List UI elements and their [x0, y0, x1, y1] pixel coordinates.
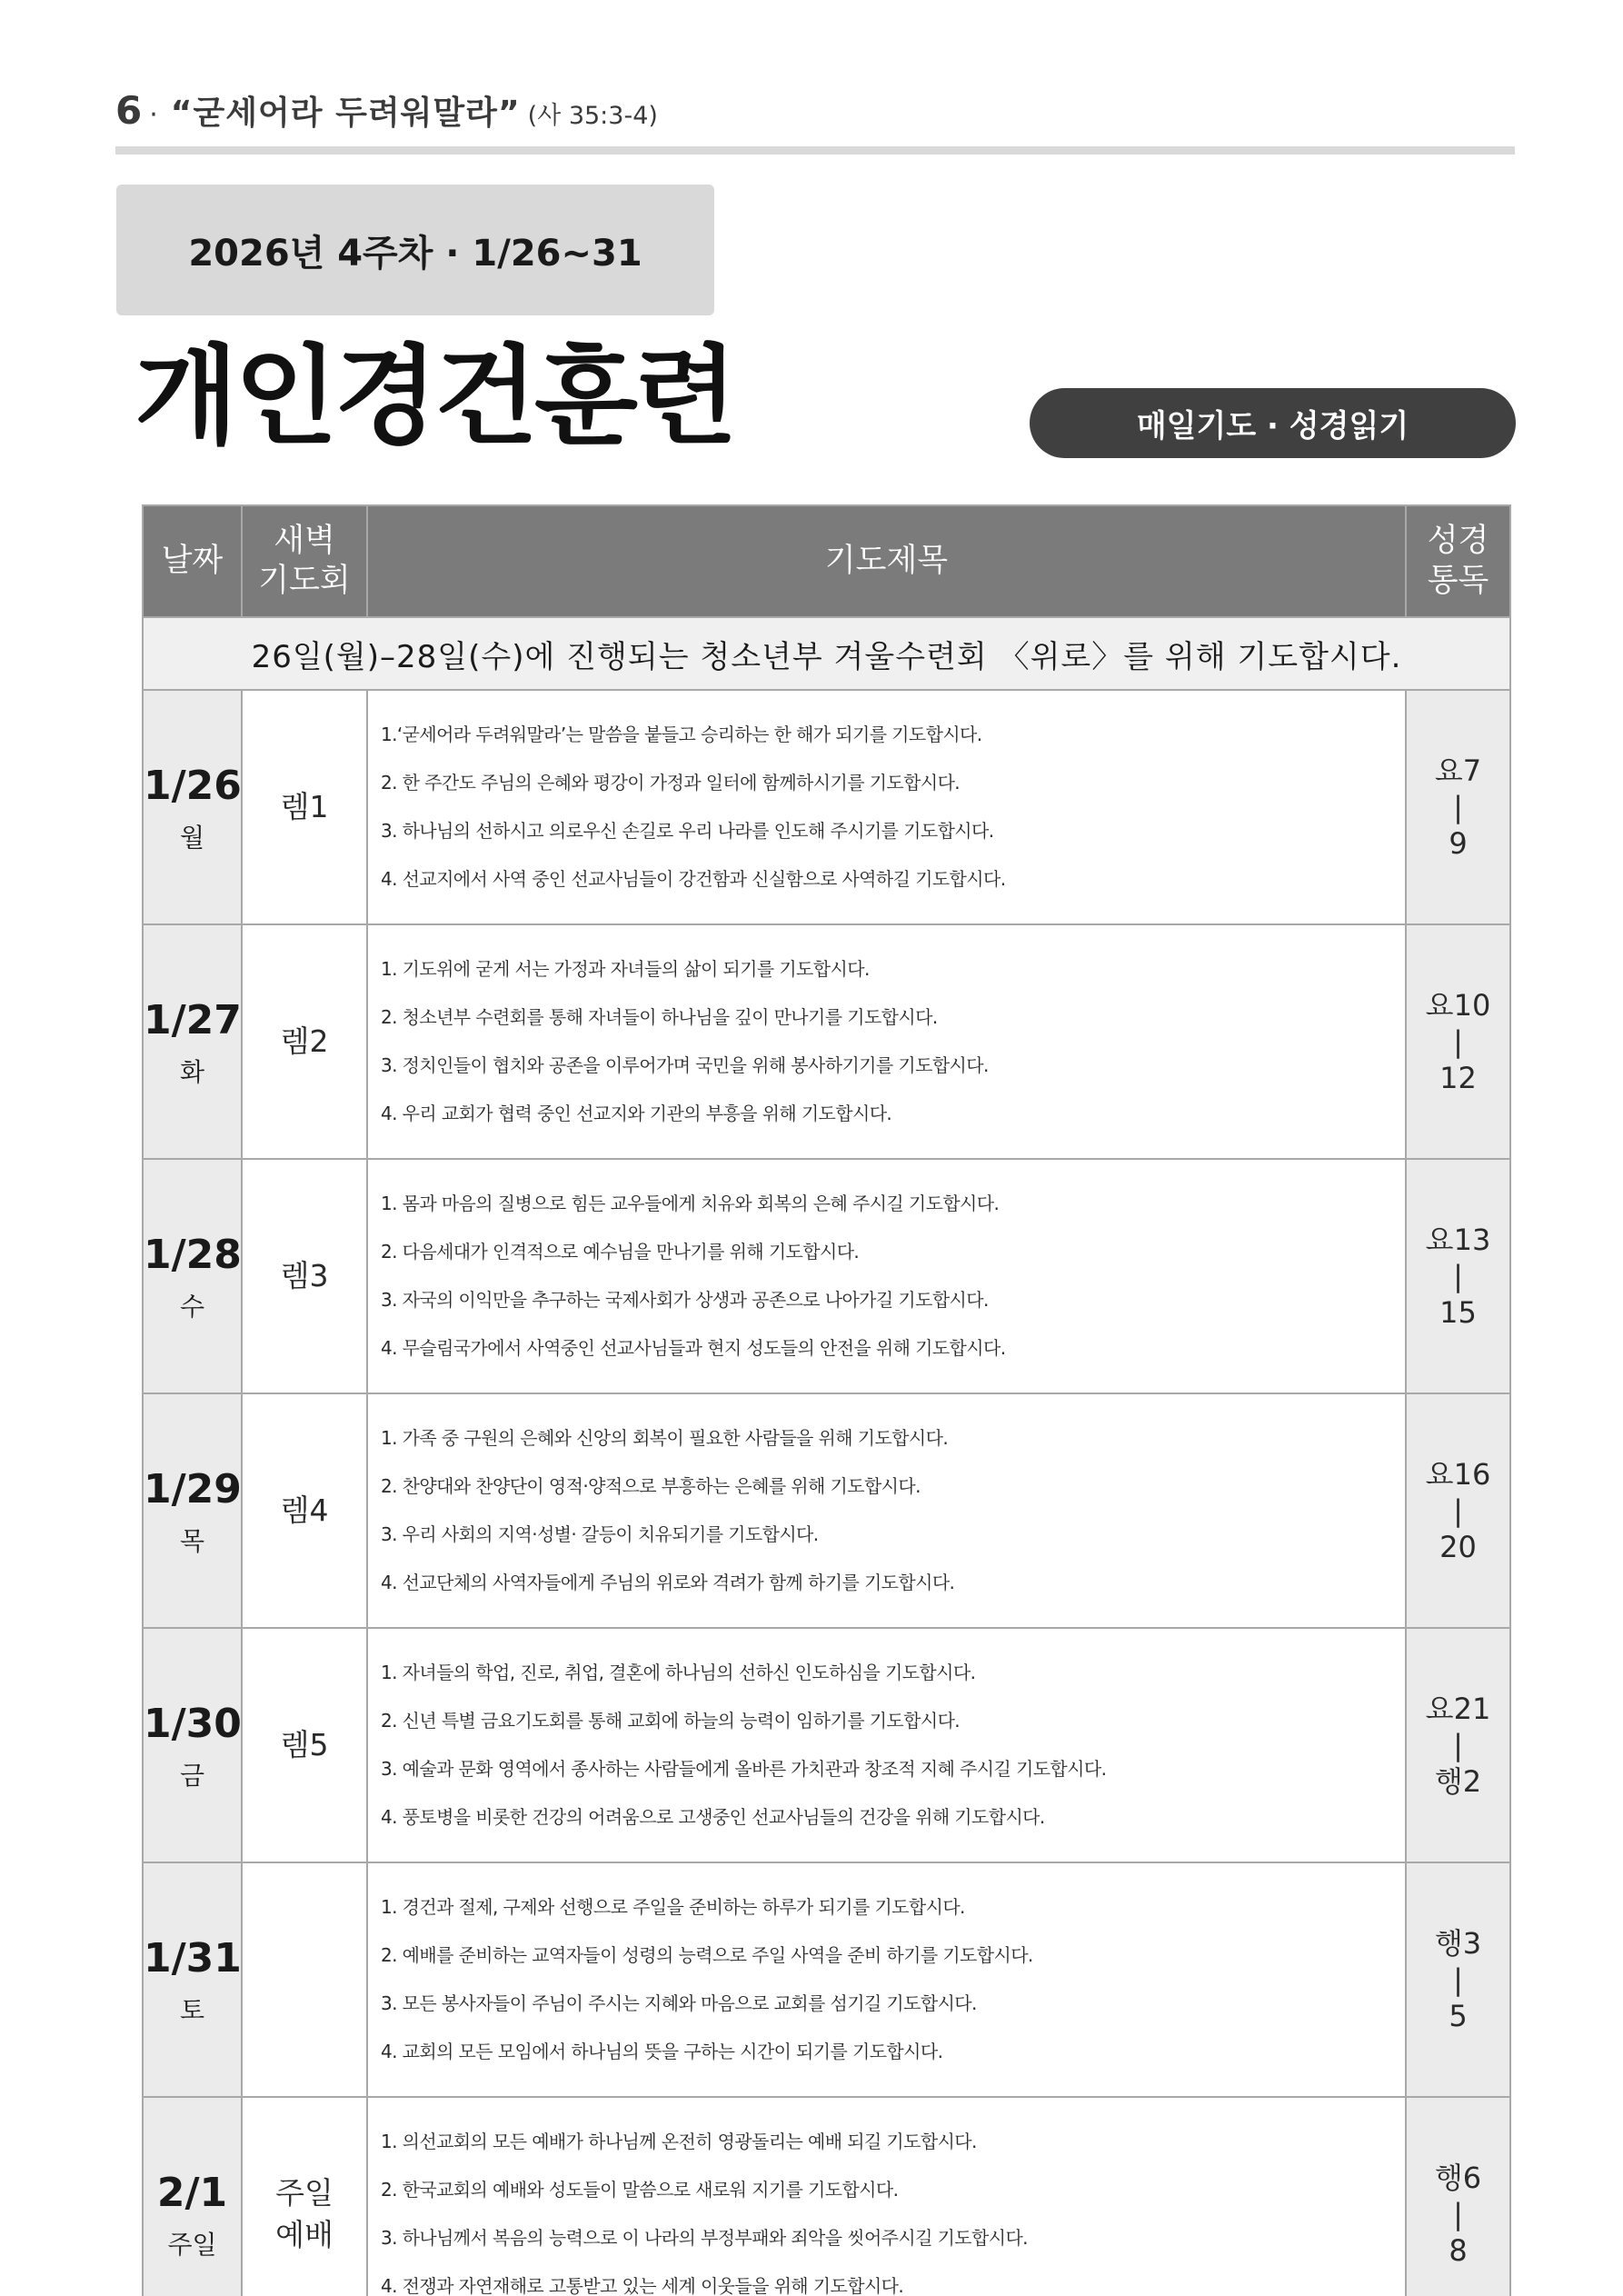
- reading-end: 5: [1449, 1999, 1468, 2033]
- prayer-topic: 1. 몸과 마음의 질병으로 힘든 교우들에게 치유와 회복의 은혜 주시길 기도합시다.: [381, 1193, 1000, 1214]
- date-value: 1/29: [144, 1466, 242, 1513]
- reading-end: 12: [1439, 1061, 1477, 1095]
- header-date: 날짜: [143, 505, 242, 617]
- table-row: [143, 1393, 1510, 1628]
- bible-reading-cell: [1406, 1628, 1510, 1862]
- dawn-prayer-text: 렘4: [280, 1492, 329, 1528]
- prayer-topic: 1.‘굳세어라 두려워말라’는 말씀을 붙들고 승리하는 한 해가 되기를 기도합시다.: [381, 724, 982, 745]
- reading-start: 요10: [1425, 988, 1491, 1023]
- prayer-topics-cell: [367, 1393, 1406, 1628]
- prayer-topics-cell: [367, 1159, 1406, 1393]
- dawn-prayer-text: 렘5: [280, 1726, 329, 1762]
- date-cell: [143, 1159, 242, 1393]
- header-dawn-prayer: [242, 505, 367, 617]
- date-value: 1/30: [144, 1701, 242, 1748]
- running-head: [115, 87, 658, 142]
- prayer-topic: 2. 찬양대와 찬양단이 영적·양적으로 부흥하는 은혜를 위해 기도합시다.: [381, 1475, 921, 1497]
- reading-separator: |: [1453, 1259, 1463, 1293]
- dawn-prayer-text: 렘1: [280, 788, 329, 824]
- date-value: 1/31: [144, 1935, 242, 1982]
- page-title: 개인경건훈련: [134, 334, 734, 459]
- header-reading-line1: 성경: [1427, 522, 1489, 559]
- prayer-topic: 3. 예술과 문화 영역에서 종사하는 사람들에게 올바른 가치관과 창조적 지혜 주시길 기도합시다.: [381, 1758, 1107, 1780]
- date-value: 1/26: [144, 763, 242, 810]
- table-row: [143, 924, 1510, 1159]
- notice-row: [143, 617, 1510, 690]
- date-value: 2/1: [156, 2170, 228, 2217]
- reading-separator: |: [1453, 1024, 1463, 1059]
- reading-end: 행2: [1434, 1764, 1482, 1799]
- prayer-topic: 1. 기도위에 굳게 서는 가정과 자녀들의 삶이 되기를 기도합시다.: [381, 958, 870, 980]
- date-cell: [143, 2097, 242, 2296]
- date-cell: [143, 1393, 242, 1628]
- prayer-topic: 3. 우리 사회의 지역·성별· 갈등이 치유되기를 기도합시다.: [381, 1523, 819, 1545]
- prayer-topic: 4. 교회의 모든 모임에서 하나님의 뜻을 구하는 시간이 되기를 기도합시다.: [381, 2041, 943, 2062]
- section-pill: 매일기도 · 성경읽기: [1030, 388, 1516, 458]
- dawn-prayer-text: 예배: [275, 2217, 334, 2252]
- prayer-topic: 2. 신년 특별 금요기도회를 통해 교회에 하늘의 능력이 임하기를 기도합시다.: [381, 1710, 961, 1732]
- prayer-topics-cell: [367, 924, 1406, 1159]
- prayer-topic: 4. 풍토병을 비롯한 건강의 어려움으로 고생중인 선교사님들의 건강을 위해 기도합시다.: [381, 1806, 1045, 1828]
- header-prayer-topics: 기도제목: [367, 505, 1406, 617]
- date-value: 1/27: [144, 997, 242, 1044]
- prayer-topics-cell: [367, 690, 1406, 924]
- day-of-week: 화: [179, 1056, 205, 1087]
- table-header-row: [143, 505, 1510, 617]
- date-cell: [143, 690, 242, 924]
- prayer-topic: 1. 가족 중 구원의 은혜와 신앙의 회복이 필요한 사람들을 위해 기도합시다.: [381, 1427, 949, 1449]
- dawn-prayer-text: 렘3: [280, 1257, 329, 1293]
- prayer-schedule-table: [142, 504, 1511, 2296]
- dawn-prayer-text: 주일: [275, 2174, 334, 2211]
- dawn-prayer-cell: [242, 1393, 367, 1628]
- reading-end: 20: [1439, 1530, 1477, 1564]
- prayer-topic: 1. 경건과 절제, 구제와 선행으로 주일을 준비하는 하루가 되기를 기도합시다.: [381, 1896, 965, 1918]
- table-row: [143, 690, 1510, 924]
- bible-reading-cell: [1406, 924, 1510, 1159]
- prayer-topics-cell: [367, 1862, 1406, 2097]
- prayer-topic: 4. 선교지에서 사역 중인 선교사님들이 강건함과 신실함으로 사역하길 기도합시다.: [381, 868, 1006, 890]
- reading-end: 9: [1449, 826, 1468, 861]
- prayer-topic: 1. 의선교회의 모든 예배가 하나님께 온전히 영광돌리는 예배 되길 기도합시다.: [381, 2131, 977, 2152]
- prayer-topic: 2. 다음세대가 인격적으로 예수님을 만나기를 위해 기도합시다.: [381, 1241, 860, 1263]
- header-rule: [115, 146, 1515, 155]
- dawn-prayer-text: 렘2: [280, 1023, 329, 1059]
- prayer-topics-cell: [367, 1628, 1406, 1862]
- prayer-topic: 3. 하나님께서 복음의 능력으로 이 나라의 부정부패와 죄악을 씻어주시길 기도합시다.: [381, 2227, 1028, 2249]
- day-of-week: 목: [179, 1525, 205, 1556]
- header-dawn-line2: 기도회: [258, 562, 351, 599]
- day-of-week: 월: [179, 822, 205, 853]
- prayer-topic: 2. 청소년부 수련회를 통해 자녀들이 하나님을 깊이 만나기를 기도합시다.: [381, 1006, 938, 1028]
- bible-reading-cell: [1406, 690, 1510, 924]
- reading-start: 행6: [1434, 2161, 1482, 2195]
- prayer-topic: 3. 하나님의 선하시고 의로우신 손길로 우리 나라를 인도해 주시기를 기도합시다.: [381, 820, 994, 842]
- running-title: “굳세어라 두려워말라”: [170, 95, 521, 132]
- dawn-prayer-cell: [242, 690, 367, 924]
- reading-start: 요16: [1425, 1457, 1491, 1492]
- prayer-topic: 4. 선교단체의 사역자들에게 주님의 위로와 격려가 함께 하기를 기도합시다.: [381, 1572, 955, 1593]
- scripture-reference: (사 35:3-4): [527, 102, 658, 130]
- prayer-topic: 2. 한 주간도 주님의 은혜와 평강이 가정과 일터에 함께하시기를 기도합시다.: [381, 772, 961, 794]
- dawn-prayer-cell: [242, 2097, 367, 2296]
- day-of-week: 토: [179, 1994, 205, 2025]
- running-head-separator: ·: [149, 99, 158, 131]
- date-cell: [143, 924, 242, 1159]
- reading-start: 요7: [1434, 754, 1482, 788]
- reading-separator: |: [1453, 1493, 1463, 1528]
- reading-start: 행3: [1434, 1926, 1482, 1961]
- prayer-topic: 3. 자국의 이익만을 추구하는 국제사회가 상생과 공존으로 나아가길 기도합시다.: [381, 1289, 989, 1311]
- reading-start: 요13: [1425, 1223, 1491, 1257]
- prayer-topic: 4. 전쟁과 자연재해로 고통받고 있는 세계 이웃들을 위해 기도합시다.: [381, 2275, 904, 2296]
- prayer-topic: 4. 우리 교회가 협력 중인 선교지와 기관의 부흥을 위해 기도합시다.: [381, 1103, 892, 1124]
- bible-reading-cell: [1406, 2097, 1510, 2296]
- reading-start: 요21: [1425, 1692, 1491, 1726]
- week-label: 2026년 4주차 · 1/26~31: [116, 185, 714, 315]
- table-row: [143, 1159, 1510, 1393]
- page-number: 6: [115, 88, 143, 133]
- header-bible-reading: [1406, 505, 1510, 617]
- prayer-topics-cell: [367, 2097, 1406, 2296]
- prayer-topic: 1. 자녀들의 학업, 진로, 취업, 결혼에 하나님의 선하신 인도하심을 기도합시다.: [381, 1662, 976, 1683]
- prayer-topic: 2. 한국교회의 예배와 성도들이 말씀으로 새로워 지기를 기도합시다.: [381, 2179, 899, 2201]
- reading-end: 8: [1449, 2233, 1468, 2268]
- dawn-prayer-cell: [242, 1628, 367, 1862]
- bible-reading-cell: [1406, 1862, 1510, 2097]
- reading-separator: |: [1453, 1962, 1463, 1997]
- table-row: [143, 2097, 1510, 2296]
- day-of-week: 주일: [167, 2229, 217, 2260]
- prayer-topic: 4. 무슬림국가에서 사역중인 선교사님들과 현지 성도들의 안전을 위해 기도합시다.: [381, 1337, 1006, 1359]
- header-dawn-line1: 새벽: [274, 522, 335, 559]
- reading-separator: |: [1453, 2197, 1463, 2231]
- prayer-topic: 3. 정치인들이 협치와 공존을 이루어가며 국민을 위해 봉사하기기를 기도합시다.: [381, 1054, 989, 1076]
- date-cell: [143, 1628, 242, 1862]
- notice-text: 26일(월)–28일(수)에 진행되는 청소년부 겨울수련회 〈위로〉를 위해 기도합시다.: [143, 617, 1510, 690]
- bible-reading-cell: [1406, 1159, 1510, 1393]
- dawn-prayer-cell: [242, 1159, 367, 1393]
- reading-separator: |: [1453, 1728, 1463, 1762]
- dawn-prayer-cell: [242, 924, 367, 1159]
- prayer-topic: 3. 모든 봉사자들이 주님이 주시는 지혜와 마음으로 교회를 섬기길 기도합시다.: [381, 1992, 977, 2014]
- dawn-prayer-cell: [242, 1862, 367, 2097]
- reading-separator: |: [1453, 790, 1463, 824]
- table-row: [143, 1862, 1510, 2097]
- day-of-week: 금: [179, 1760, 205, 1791]
- prayer-topic: 2. 예배를 준비하는 교역자들이 성령의 능력으로 주일 사역을 준비 하기를 기도합시다.: [381, 1944, 1033, 1966]
- date-value: 1/28: [144, 1232, 242, 1279]
- header-reading-line2: 통독: [1427, 562, 1489, 599]
- bible-reading-cell: [1406, 1393, 1510, 1628]
- date-cell: [143, 1862, 242, 2097]
- day-of-week: 수: [179, 1291, 205, 1322]
- table-row: [143, 1628, 1510, 1862]
- reading-end: 15: [1439, 1295, 1477, 1330]
